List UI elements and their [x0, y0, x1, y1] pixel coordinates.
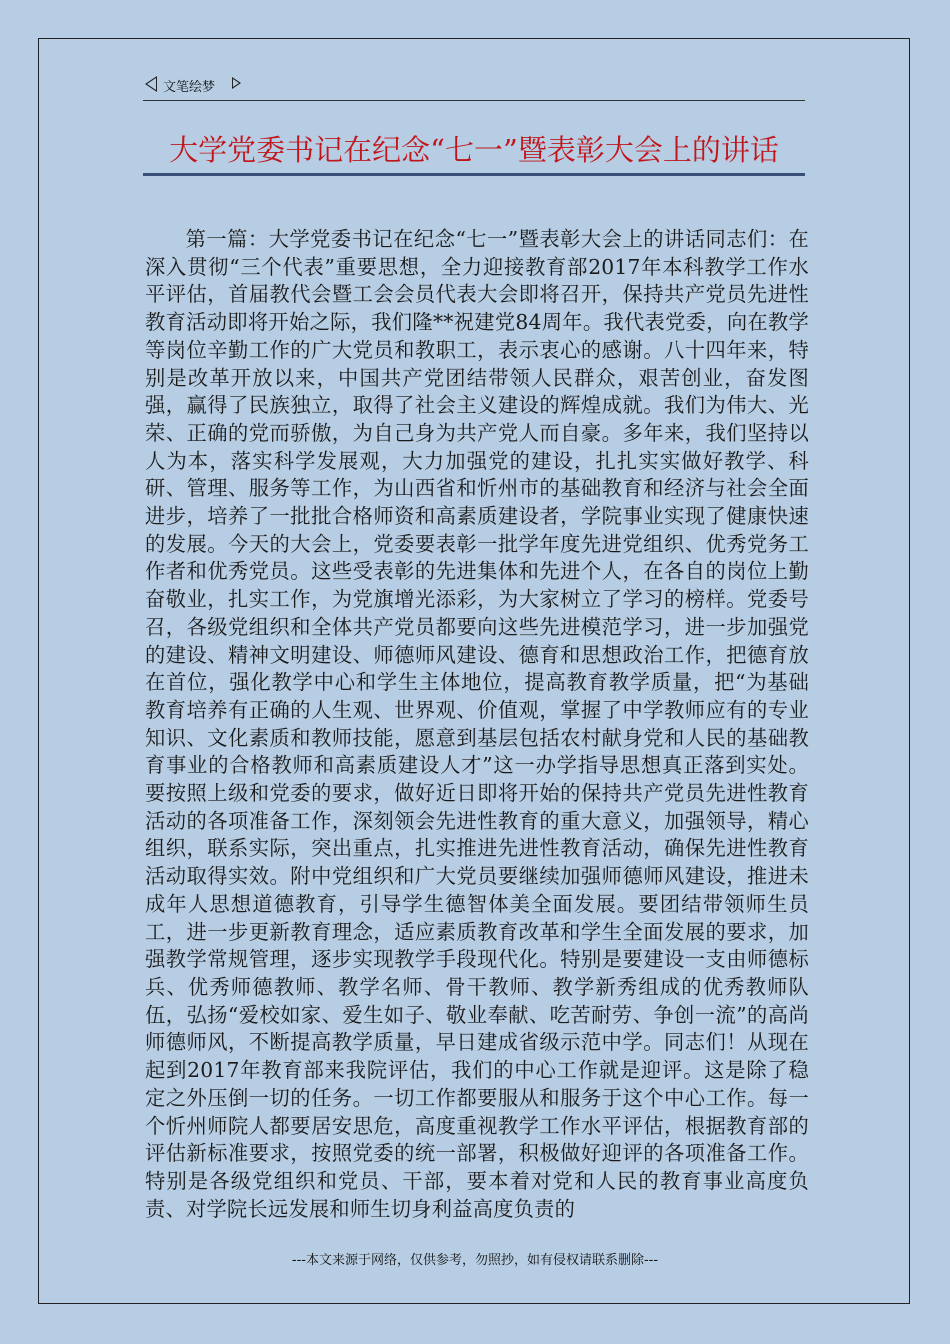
- header-bar: [143, 70, 805, 101]
- right-triangle-icon: [232, 77, 241, 89]
- brand-label: 文笔绘梦: [163, 80, 216, 95]
- body-paragraph: 第一篇：大学党委书记在纪念“七一”暨表彰大会上的讲话同志们：在深入贯彻“三个代表”重要思想，全力迎接教育部2017年本科教学工作水平评估，首届教代会暨工会会员代表大会即将召开，保持共产党员先进性教育活动即将开始之际，我们隆**祝建党84周年。我代表党委，向在教学等岗位辛勤工作的广大党员和教职工，表示衷心的感谢。八十四年来，特别是改革开放以来，中国共产党团结带领人民群众，艰苦创业，奋发图强，赢得了民族独立，取得了社会主义建设的辉煌成就。我们为伟大、光荣、正确的党而骄傲，为自己身为共产党人而自豪。多年来，我们坚持以人为本，落实科学发展观，大力加强党的建设，扎扎实实做好教学、科研、管理、服务等工作，为山西省和忻州市的基础教育和经济与社会全面进步，培养了一批批合格师资和高素质建设者，学院事业实现了健康快速的发展。今天的大会上，党委要表彰一批学年度先进党组织、优秀党务工作者和优秀党员。这些受表彰的先进集体和先进个人，在各自的岗位上勤奋敬业，扎实工作，为党旗增光添彩，为大家树立了学习的榜样。党委号召，各级党组织和全体共产党员都要向这些先进模范学习，进一步加强党的建设、精神文明建设、师德师风建设、德育和思想政治工作，把德育放在首位，强化教学中心和学生主体地位，提高教育教学质量，把“为基础教育培养有正确的人生观、世界观、价值观，掌握了中学教师应有的专业知识、文化素质和教师技能，愿意到基层包括农村献身党和人民的基础教育事业的合格教师和高素质建设人才”这一办学指导思想真正落到实处。要按照上级和党委的要求，做好近日即将开始的保持共产党员先进性教育活动的各项准备工作，深刻领会先进性教育的重大意义，加强领导，精心组织，联系实际，突出重点，扎实推进先进性教育活动，确保先进性教育活动取得实效。附中党组织和广大党员要继续加强师德师风建设，推进未成年人思想道德教育，引导学生德智体美全面发展。要团结带领师生员工，进一步更新教育理念，适应素质教育改革和学生全面发展的要求，加强教学常规管理，逐步实现教学手段现代化。特别是要建设一支由师德标兵、优秀师德教师、教学名师、骨干教师、教学新秀组成的优秀教师队伍，弘扬“爱校如家、爱生如子、敬业奉献、吃苦耐劳、争创一流”的高尚师德师风，不断提高教学质量，早日建成省级示范中学。同志们！从现在起到2017年教育部来我院评估，我们的中心工作就是迎评。这是除了稳定之外压倒一切的任务。一切工作都要服从和服务于这个中心工作。每一个忻州师院人都要居安思危，高度重视教学工作水平评估，根据教育部的评估新标准要求，按照党委的统一部署，积极做好迎评的各项准备工作。特别是各级党组织和党员、干部，要本着对党和人民的教育事业高度负责、对学院长远发展和师生切身利益高度负责的: [145, 227, 809, 1221]
- left-triangle-icon: [145, 76, 157, 92]
- footer-notice: ---本文来源于网络，仅供参考，勿照抄，如有侵权请联系删除---: [291, 1253, 659, 1268]
- document-title: 大学党委书记在纪念“七一”暨表彰大会上的讲话: [169, 133, 779, 167]
- title-divider: [143, 173, 805, 176]
